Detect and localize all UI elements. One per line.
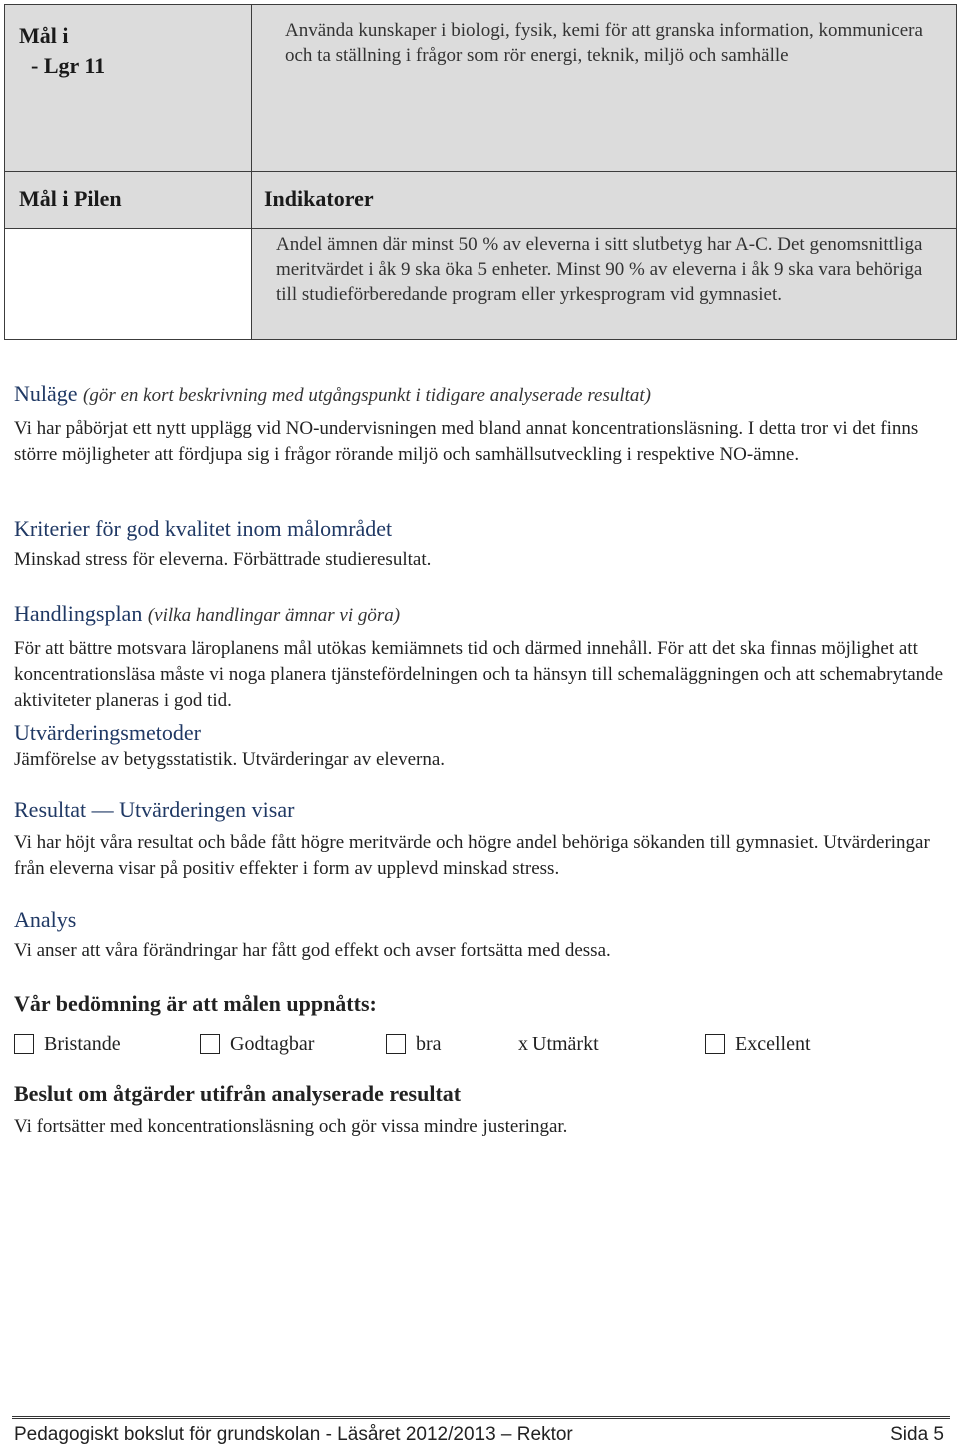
page-number: Sida 5 (890, 1424, 944, 1445)
kriterier-text: Minskad stress för eleverna. Förbättrade studieresultat. (14, 549, 432, 570)
kriterier-section (14, 515, 944, 573)
checkbox-bristande[interactable] (14, 1034, 34, 1054)
handlingsplan-heading: Handlingsplan (14, 601, 143, 626)
utvardering-section (14, 719, 944, 773)
nulage-heading: Nuläge (14, 381, 78, 406)
option-label-excellent: Excellent (735, 1032, 811, 1055)
kriterier-heading: Kriterier för god kvalitet inom målområdet (14, 516, 393, 541)
analys-text: Vi anser att våra förändringar har fått god effekt och avser fortsätta med dessa. (14, 940, 611, 961)
analys-section (14, 906, 944, 964)
indicators-text-cell (252, 229, 957, 340)
checked-mark: x (518, 1032, 528, 1055)
option-label-utmarkt: Utmärkt (532, 1032, 599, 1055)
handlingsplan-text: För att bättre motsvara läroplanens mål utökas kemiämnets tid och därmed innehåll. För att det ska finnas möjlighet att koncentrationsläsa måste vi noga planera tjänstefördelningen och ta hänsyn till schemaläggningen och att schemabrytande aktiviteter planeras i god tid. (14, 638, 944, 711)
nulage-text: Vi har påbörjat ett nytt upplägg vid NO-undervisningen med bland annat koncentrationsläsning. I detta tror vi det finns större möjligheter att fördjupa sig i frågor rörande miljö och samhällsutveckling i respektive NO-ämne. (14, 418, 919, 465)
lgr-text-cell (252, 5, 957, 172)
indicators-head-cell (252, 172, 957, 229)
indicators-heading: Indikatorer (264, 186, 374, 211)
nulage-section (14, 380, 944, 468)
option-label-godtagbar: Godtagbar (230, 1032, 315, 1055)
page-footer (14, 1424, 944, 1450)
assessment-options (14, 1030, 944, 1058)
resultat-section (14, 796, 944, 882)
checkbox-bra[interactable] (386, 1034, 406, 1054)
beslut-text: Vi fortsätter med koncentrationsläsning och gör vissa mindre justeringar. (14, 1116, 568, 1137)
option-bra[interactable] (386, 1030, 442, 1058)
resultat-text: Vi har höjt våra resultat och både fått högre meritvärde och högre andel behöriga sökanden till gymnasiet. Utvärderingar från eleverna visar på positiv effekter i form av upplevd minskad stress. (14, 832, 930, 879)
resultat-heading: Resultat — Utvärderingen visar (14, 797, 295, 822)
beslut-section (14, 1080, 944, 1140)
pilen-empty-cell (5, 229, 252, 340)
checkbox-excellent[interactable] (705, 1034, 725, 1054)
option-utmarkt[interactable] (518, 1030, 599, 1058)
option-label-bra: bra (416, 1032, 442, 1055)
checkbox-godtagbar[interactable] (200, 1034, 220, 1054)
option-bristande[interactable] (14, 1030, 121, 1058)
bedomning-heading: Vår bedömning är att målen uppnåtts: (14, 991, 377, 1016)
lgr-label-line2: - Lgr 11 (31, 53, 106, 78)
bedomning-section (14, 990, 944, 1018)
pilen-label-cell (5, 172, 252, 229)
goals-table (4, 4, 957, 340)
analys-heading: Analys (14, 907, 77, 932)
option-excellent[interactable] (705, 1030, 811, 1058)
footer-divider (12, 1416, 950, 1419)
footer-title: Pedagogiskt bokslut för grundskolan - Läsåret 2012/2013 – Rektor (14, 1424, 573, 1445)
pilen-label: Mål i Pilen (19, 186, 122, 211)
option-label-bristande: Bristande (44, 1032, 121, 1055)
utvardering-text: Jämförelse av betygsstatistik. Utvärderingar av eleverna. (14, 749, 446, 770)
beslut-heading: Beslut om åtgärder utifrån analyserade resultat (14, 1081, 462, 1106)
handlingsplan-section (14, 600, 944, 714)
indicators-text: Andel ämnen där minst 50 % av eleverna i sitt slutbetyg har A-C. Det genomsnittliga meritvärdet i åk 9 ska öka 5 enheter. Minst 90 % av eleverna i åk 9 ska vara behöriga till studieförberedande program eller yrkesprogram vid gymnasiet. (276, 234, 923, 305)
lgr-text: Använda kunskaper i biologi, fysik, kemi för att granska information, kommunicera och ta ställning i frågor som rör energi, teknik, miljö och samhälle (285, 20, 923, 66)
option-godtagbar[interactable] (200, 1030, 314, 1058)
utvardering-heading: Utvärderingsmetoder (14, 720, 201, 745)
lgr-label-line1: Mål i (19, 23, 69, 48)
nulage-subheading: (gör en kort beskrivning med utgångspunkt i tidigare analyserade resultat) (83, 385, 652, 406)
lgr-label-cell (5, 5, 252, 172)
handlingsplan-subheading: (vilka handlingar ämnar vi göra) (147, 605, 401, 626)
